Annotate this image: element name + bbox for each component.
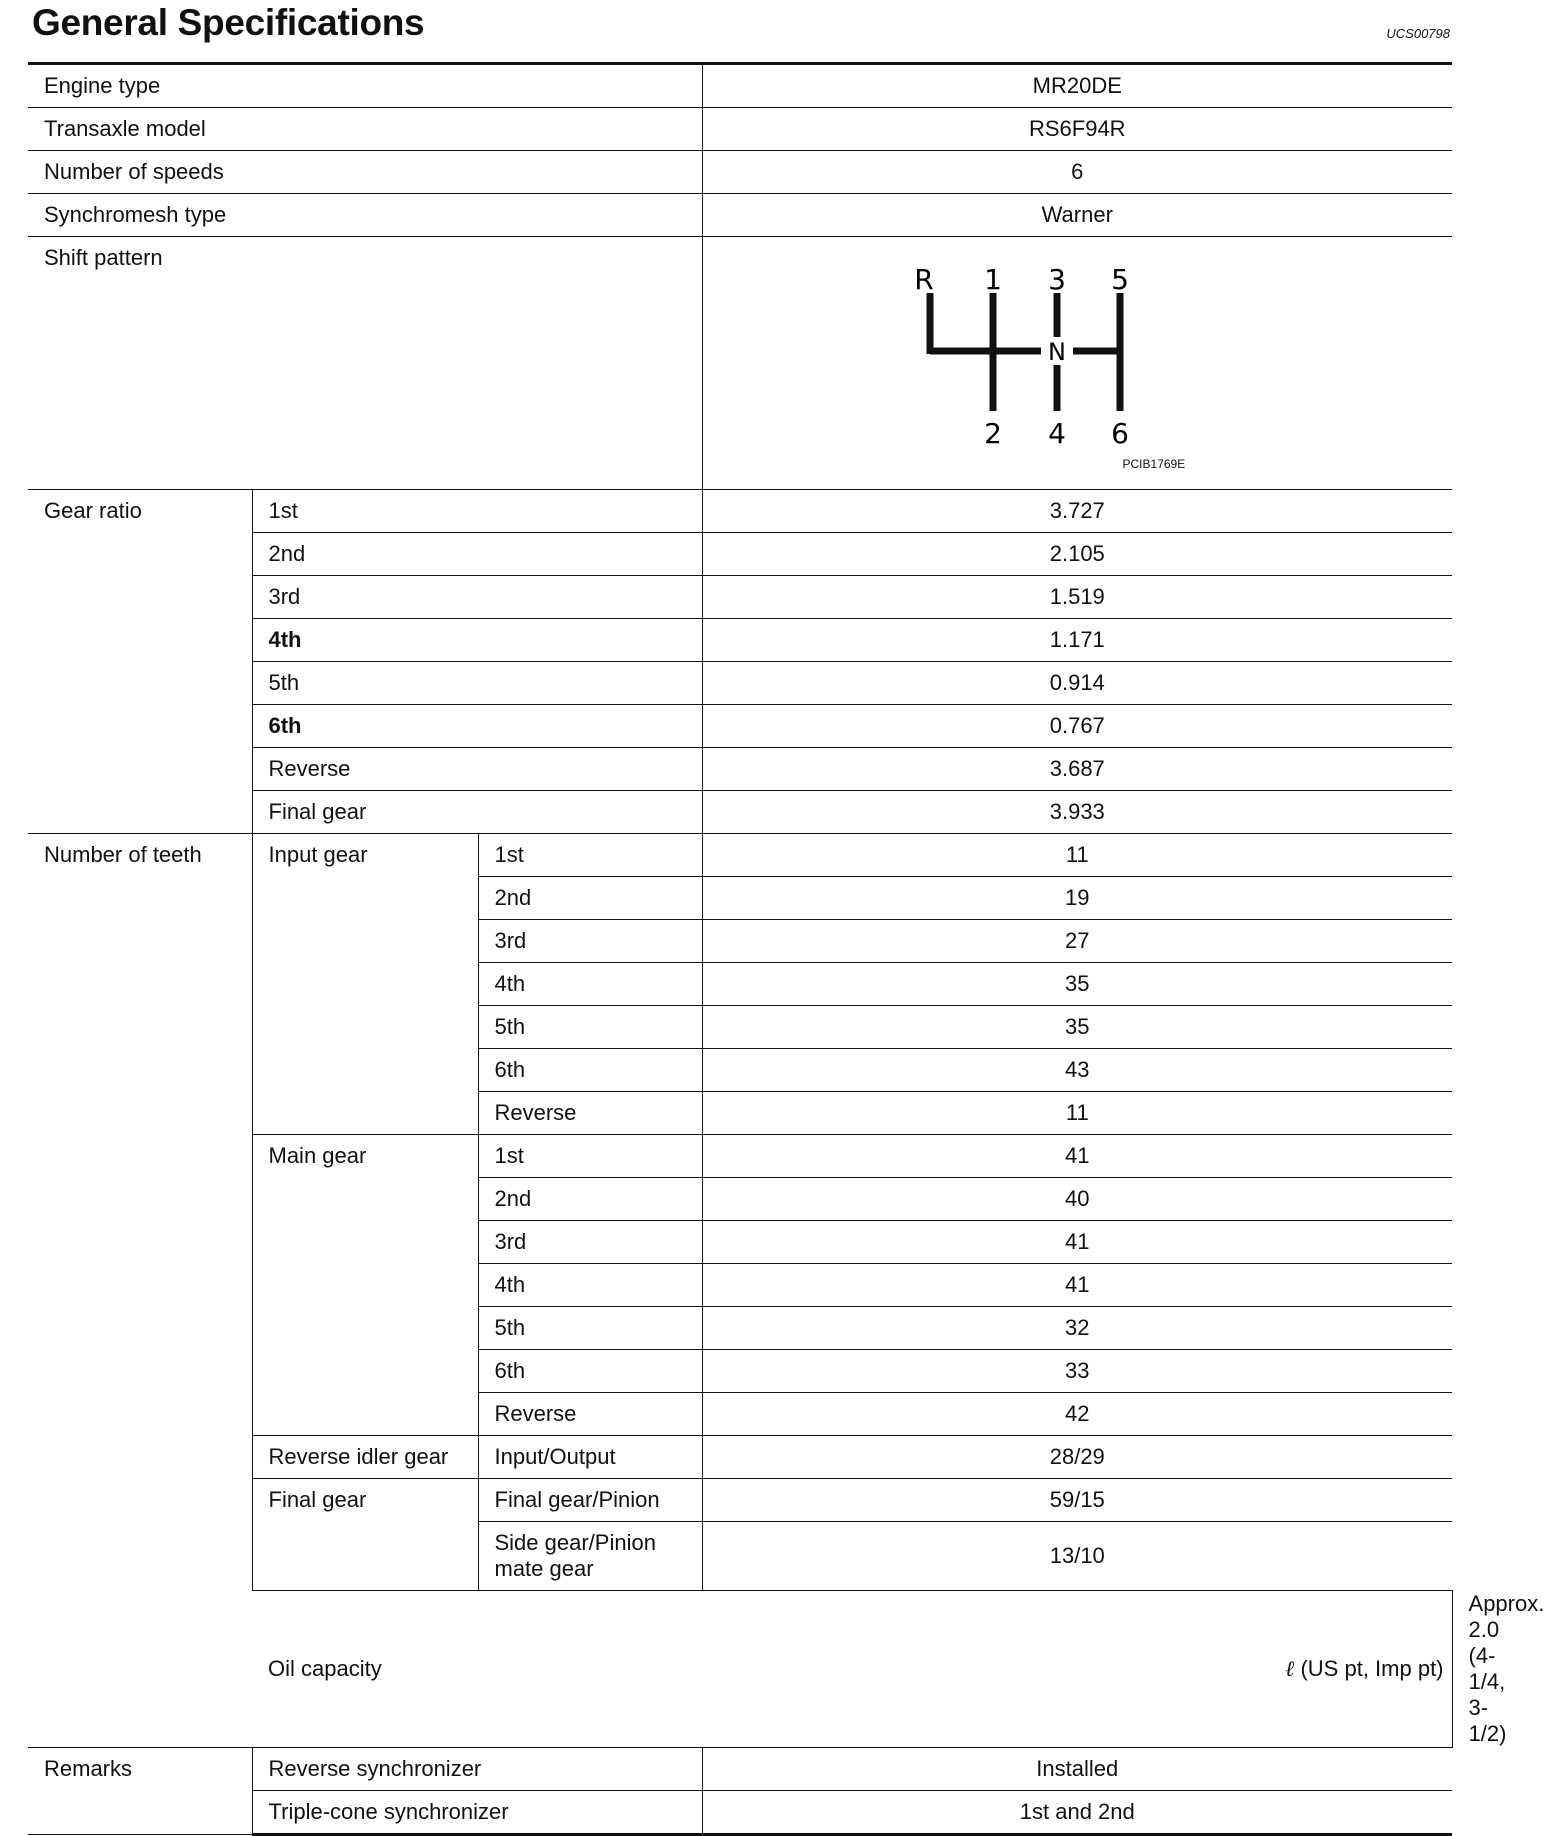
gear-value: 2.105	[702, 533, 1452, 576]
gear-label: Input/Output	[478, 1436, 702, 1479]
group-label-number-of-teeth: Number of teeth	[28, 834, 252, 1748]
oil-capacity-label-cell	[252, 1591, 1452, 1748]
remark-value: 1st and 2nd	[702, 1790, 1452, 1834]
oil-capacity-unit	[1285, 1656, 1443, 1682]
gear-value: 1.519	[702, 576, 1452, 619]
gate-label-2: 2	[983, 417, 1002, 450]
subgroup-label-input-gear: Input gear	[252, 834, 478, 1135]
gear-label: 4th	[252, 619, 702, 662]
diagram-code: PCIB1769E	[1122, 457, 1186, 471]
gate-label-r: R	[913, 263, 934, 296]
unit-text: (US pt, Imp pt)	[1300, 1655, 1444, 1681]
gate-label-6: 6	[1110, 417, 1129, 450]
table-row-remarks	[28, 1747, 1452, 1790]
gear-label: 6th	[252, 705, 702, 748]
gear-label: 5th	[478, 1307, 702, 1350]
group-label-gear-ratio: Gear ratio	[28, 490, 252, 834]
gate-label-3: 3	[1047, 263, 1066, 296]
table-row-teeth	[28, 834, 1452, 877]
page-title: General Specifications	[32, 2, 425, 43]
document-code: UCS00798	[1386, 26, 1450, 41]
teeth-value: 35	[702, 963, 1452, 1006]
gear-value: 3.727	[702, 490, 1452, 533]
gear-label: 5th	[252, 662, 702, 705]
gear-label: 1st	[478, 834, 702, 877]
teeth-value: 40	[702, 1178, 1452, 1221]
teeth-value: 11	[702, 1092, 1452, 1135]
litre-symbol: ℓ	[1285, 1656, 1295, 1682]
row-label: Number of speeds	[28, 151, 702, 194]
table-row-transaxle-model	[28, 108, 1452, 151]
remark-item: Triple-cone synchronizer	[252, 1790, 702, 1834]
gear-value: 0.767	[702, 705, 1452, 748]
table-row-synchromesh-type	[28, 194, 1452, 237]
table-row-oil-capacity: Oil capacity ℓ (US pt, Imp pt) Approx. 2.0 (4-1/4, 3-1/2)	[28, 1591, 1452, 1748]
teeth-value: 11	[702, 834, 1452, 877]
specifications-table	[28, 62, 1544, 1836]
gear-label: 5th	[478, 1006, 702, 1049]
teeth-value: 28/29	[702, 1436, 1452, 1479]
gear-label: 2nd	[478, 1178, 702, 1221]
group-label-remarks: Remarks	[28, 1747, 252, 1834]
gear-label: 3rd	[478, 920, 702, 963]
row-value: RS6F94R	[702, 108, 1452, 151]
teeth-value: 19	[702, 877, 1452, 920]
shift-pattern-cell	[702, 237, 1452, 490]
gear-label: Final gear/Pinion	[478, 1479, 702, 1522]
table-row-engine-type	[28, 64, 1452, 108]
teeth-value: 42	[702, 1393, 1452, 1436]
table-row-number-of-speeds	[28, 151, 1452, 194]
gear-label: Final gear	[252, 791, 702, 834]
gear-label: Side gear/Pinion mate gear	[478, 1522, 702, 1591]
gear-label: 3rd	[478, 1221, 702, 1264]
gear-label: 1st	[478, 1135, 702, 1178]
teeth-value: 59/15	[702, 1479, 1452, 1522]
gate-label-neutral: N	[1047, 338, 1066, 366]
gear-label: 2nd	[252, 533, 702, 576]
gate-label-5: 5	[1110, 263, 1129, 296]
teeth-value: 27	[702, 920, 1452, 963]
teeth-value: 41	[702, 1135, 1452, 1178]
teeth-value: 13/10	[702, 1522, 1452, 1591]
teeth-value: 32	[702, 1307, 1452, 1350]
gear-value: 1.171	[702, 619, 1452, 662]
gear-label: 4th	[478, 963, 702, 1006]
gear-value: 3.687	[702, 748, 1452, 791]
teeth-value: 43	[702, 1049, 1452, 1092]
gear-label: 3rd	[252, 576, 702, 619]
gear-label: Reverse	[478, 1393, 702, 1436]
row-label: Shift pattern	[28, 237, 702, 490]
teeth-value: 35	[702, 1006, 1452, 1049]
subgroup-label-reverse-idler-gear: Reverse idler gear	[252, 1436, 478, 1479]
gate-label-4: 4	[1047, 417, 1066, 450]
gear-label: 4th	[478, 1264, 702, 1307]
teeth-value: 41	[702, 1264, 1452, 1307]
gear-label: 1st	[252, 490, 702, 533]
subgroup-label-final-gear: Final gear	[252, 1479, 478, 1591]
gear-label: 6th	[478, 1049, 702, 1092]
row-label: Transaxle model	[28, 108, 702, 151]
table-row-gear-ratio	[28, 490, 1452, 533]
gear-label: Reverse	[478, 1092, 702, 1135]
gate-label-1: 1	[983, 263, 1002, 296]
shift-gate-graphic	[703, 241, 1453, 485]
subgroup-label-main-gear: Main gear	[252, 1135, 478, 1436]
gear-value: 3.933	[702, 791, 1452, 834]
gear-label: 6th	[478, 1350, 702, 1393]
row-label: Synchromesh type	[28, 194, 702, 237]
row-value: MR20DE	[702, 64, 1452, 108]
gear-label: 2nd	[478, 877, 702, 920]
gear-label: Reverse	[252, 748, 702, 791]
row-label: Engine type	[28, 64, 702, 108]
gear-value: 0.914	[702, 662, 1452, 705]
row-label: Oil capacity	[268, 1655, 382, 1681]
remark-value: Installed	[702, 1747, 1452, 1790]
teeth-value: 33	[702, 1350, 1452, 1393]
shift-pattern-diagram	[703, 241, 1453, 485]
row-value: Warner	[702, 194, 1452, 237]
teeth-value: 41	[702, 1221, 1452, 1264]
table-row-shift-pattern	[28, 237, 1452, 490]
row-value: 6	[702, 151, 1452, 194]
remark-item: Reverse synchronizer	[252, 1747, 702, 1790]
